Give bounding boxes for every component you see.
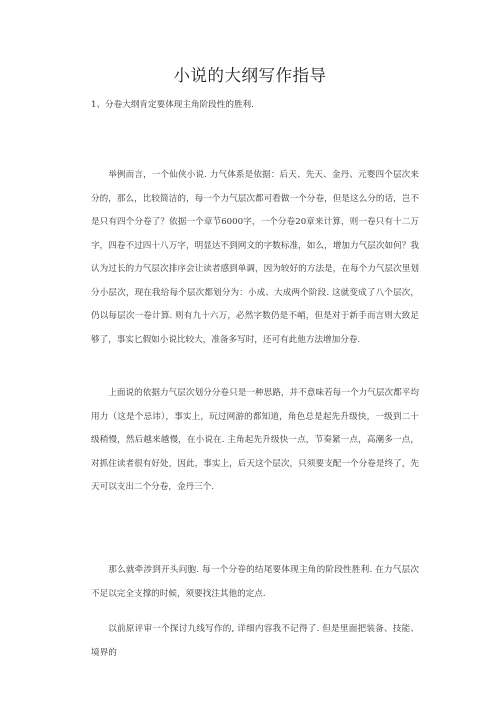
section-heading: 1、分卷大纲肯定要体现主角阶段性的胜利. [91, 100, 254, 110]
paragraph-2: 上面说的依据力气层次划分分卷只是一种思路，并不意味若每一个力气层次都平均用力（这是个忌讳），事实上，玩过网游的都知道，角色总是起先升级快，一级到二十级稍慢，然后越来越慢，在小说在. 主角起先升级快一点，节奏紧一点，高潮多一点，对抓住读者很有好处，因此，事实上，后天这个层次，只须要支配一个分卷是终了，先天可以支出二个分卷，金丹三个. [91, 388, 419, 492]
paragraph-4: 以前原评审一个探讨九线写作的, 详细内容我不记得了. 但是里面把装备、技能、境界的 [91, 624, 419, 658]
page-title: 小说的大纲写作指导 [173, 66, 327, 85]
paragraph-1: 举例而言，一个仙侠小说. 力气体系是依据：后天、先天、金丹、元婴四个层次来分的，那么，比较简洁的，每一个力气层次都可看做一个分卷，但是这么分的话，岂不是只有四个分卷了？依据一个章节6000字，一个分卷20章来计算，则一卷只有十二万字，四卷不过四十八万字，明显达不到网文的字数标准，如么，增加力气层次如何？我认为过长的力气层次排序会让读者感到单调，因为较好的方法是，在每个力气层次里划分小层次，现在我给每个层次都划分为：小成、大成两个阶段. 这就变成了八个层次，仍以每层次一卷计算. 则有九十六万，必然字数仍是不峭，但是对于新手而言则大致足够了，事实匕假如小说比较大，准备多写时，还可有此他方法增加分卷. [91, 170, 419, 345]
paragraph-3: 那么就牵涉到开头问胞. 每一个分卷的结尾要体现主角的阶段性胜利. 在力气层次不足以完全支撑的时候，须要找注其他的定点. [91, 565, 419, 599]
